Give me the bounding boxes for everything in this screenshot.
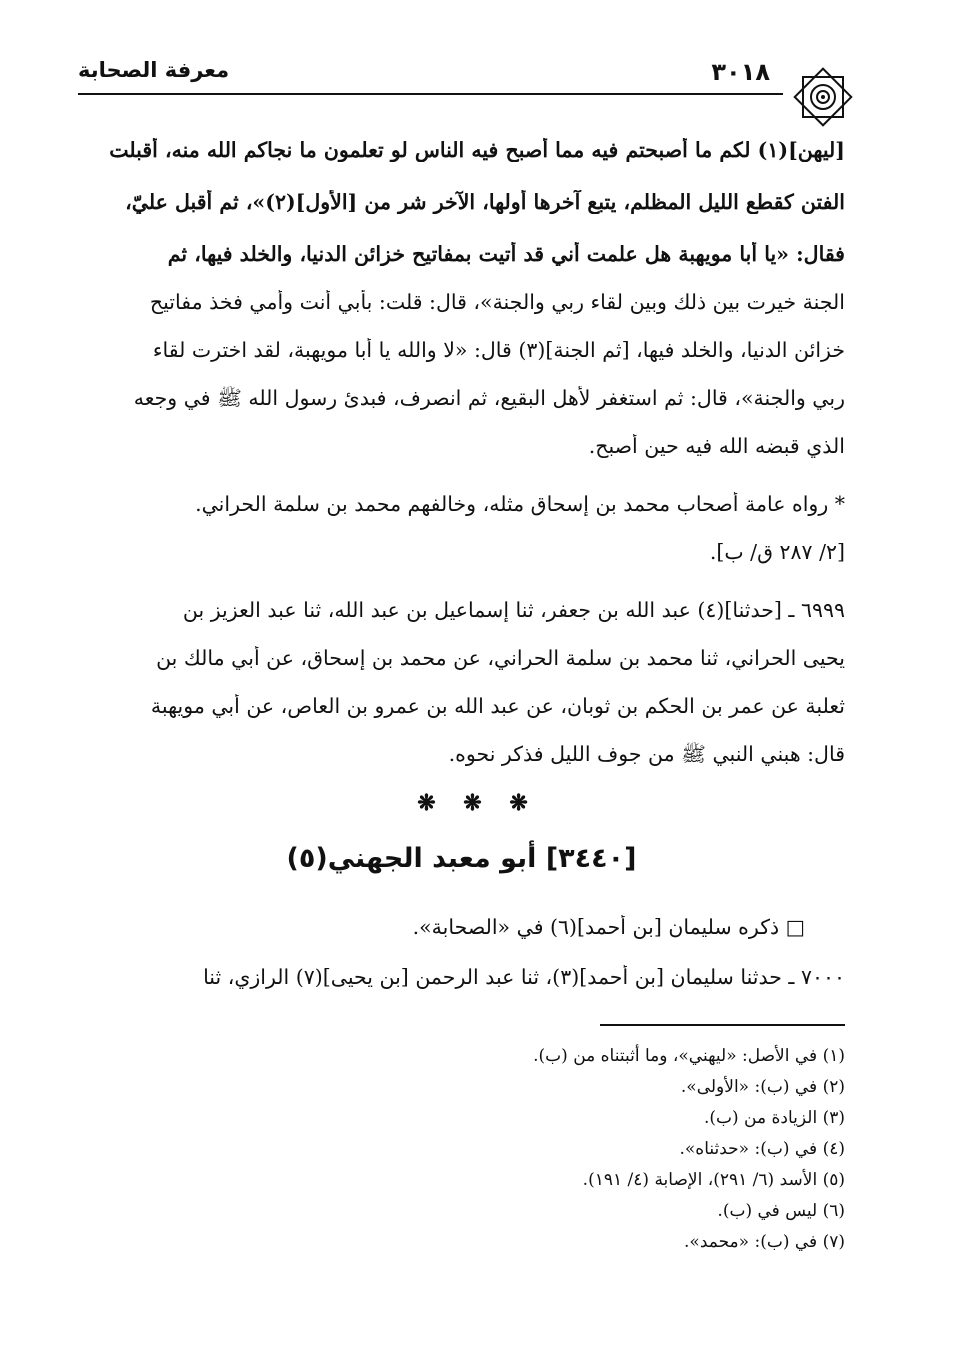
hadith-line: قال: هبني النبي ﷺ من جوف الليل فذكر نحوه. bbox=[448, 742, 845, 766]
page-number: ٣٠١٨ bbox=[711, 58, 770, 86]
body-line: ربي والجنة»، قال: ثم استغفر لأهل البقيع، ثم انصرف، فبدئ رسول الله ﷺ في وجعه bbox=[133, 386, 845, 410]
ornament-star-icon bbox=[783, 62, 863, 132]
body-line: [ليهن](١) لكم ما أصبحتم فيه مما أصبح فيه الناس لو تعلمون ما نجاكم الله منه، أقبلت bbox=[109, 138, 845, 162]
body-line: الجنة خيرت بين ذلك وبين لقاء ربي والجنة»، قال: قلت: بأبي أنت وأمي فخذ مفاتيح bbox=[149, 290, 845, 314]
body-line: الفتن كقطع الليل المظلم، يتبع آخرها أولها، الآخر شر من [الأول](٢)»، ثم أقبل عليّ، bbox=[125, 190, 845, 214]
section-title: [٣٤٤٠] أبو معبد الجهني(٥) bbox=[286, 843, 637, 874]
footnote: (٥) الأسد (٦/ ٢٩١)، الإصابة (٤/ ١٩١). bbox=[582, 1170, 845, 1190]
footnote: (٧) في (ب): «محمد». bbox=[684, 1232, 845, 1252]
body-line: خزائن الدنيا، والخلد فيها، [ثم الجنة](٣) قال: «لا والله يا أبا مويهبة، لقد اخترت لقاء bbox=[152, 338, 845, 362]
mention-line: □ ذكره سليمان [بن أحمد](٦) في «الصحابة». bbox=[412, 915, 805, 939]
header-rule bbox=[78, 93, 783, 95]
hadith-line: يحيى الحراني، ثنا محمد بن سلمة الحراني، عن محمد بن إسحاق، عن أبي مالك بن bbox=[156, 646, 845, 670]
footnote: (١) في الأصل: «ليهني»، وما أثبتناه من (ب). bbox=[533, 1046, 845, 1066]
note-line: [٢/ ٢٨٧ ق/ ب]. bbox=[709, 540, 845, 564]
body-line: فقال: «يا أبا مويهبة هل علمت أني قد أُتيت بمفاتيح خزائن الدنيا، والخلد فيها، ثم bbox=[167, 242, 845, 266]
footnote: (٢) في (ب): «الأولى». bbox=[680, 1077, 845, 1097]
hadith-line: ٦٩٩٩ ـ [حدثنا](٤) عبد الله بن جعفر، ثنا إسماعيل بن عبد الله، ثنا عبد العزيز بن bbox=[182, 598, 845, 622]
section-separator: ❋ ❋ ❋ bbox=[417, 790, 538, 816]
note-line: * رواه عامة أصحاب محمد بن إسحاق مثله، وخالفهم محمد بن سلمة الحراني. bbox=[195, 492, 845, 516]
footnote: (٣) الزيادة من (ب). bbox=[703, 1108, 845, 1128]
footnote-rule bbox=[600, 1024, 845, 1026]
footnote: (٤) في (ب): «حدثناه». bbox=[679, 1139, 845, 1159]
hadith-line: ثعلبة عن عمر بن الحكم بن ثوبان، عن عبد الله بن عمرو بن العاص، عن أبي مويهبة bbox=[150, 694, 845, 718]
body-line: الذي قبضه الله فيه حين أصبح. bbox=[588, 434, 845, 458]
footnote: (٦) ليس في (ب). bbox=[717, 1201, 845, 1221]
hadith-line: ٧٠٠٠ ـ حدثنا سليمان [بن أحمد](٣)، ثنا عبد الرحمن [بن يحيى](٧) الرازي، ثنا bbox=[203, 965, 845, 989]
running-title: معرفة الصحابة bbox=[78, 58, 230, 82]
